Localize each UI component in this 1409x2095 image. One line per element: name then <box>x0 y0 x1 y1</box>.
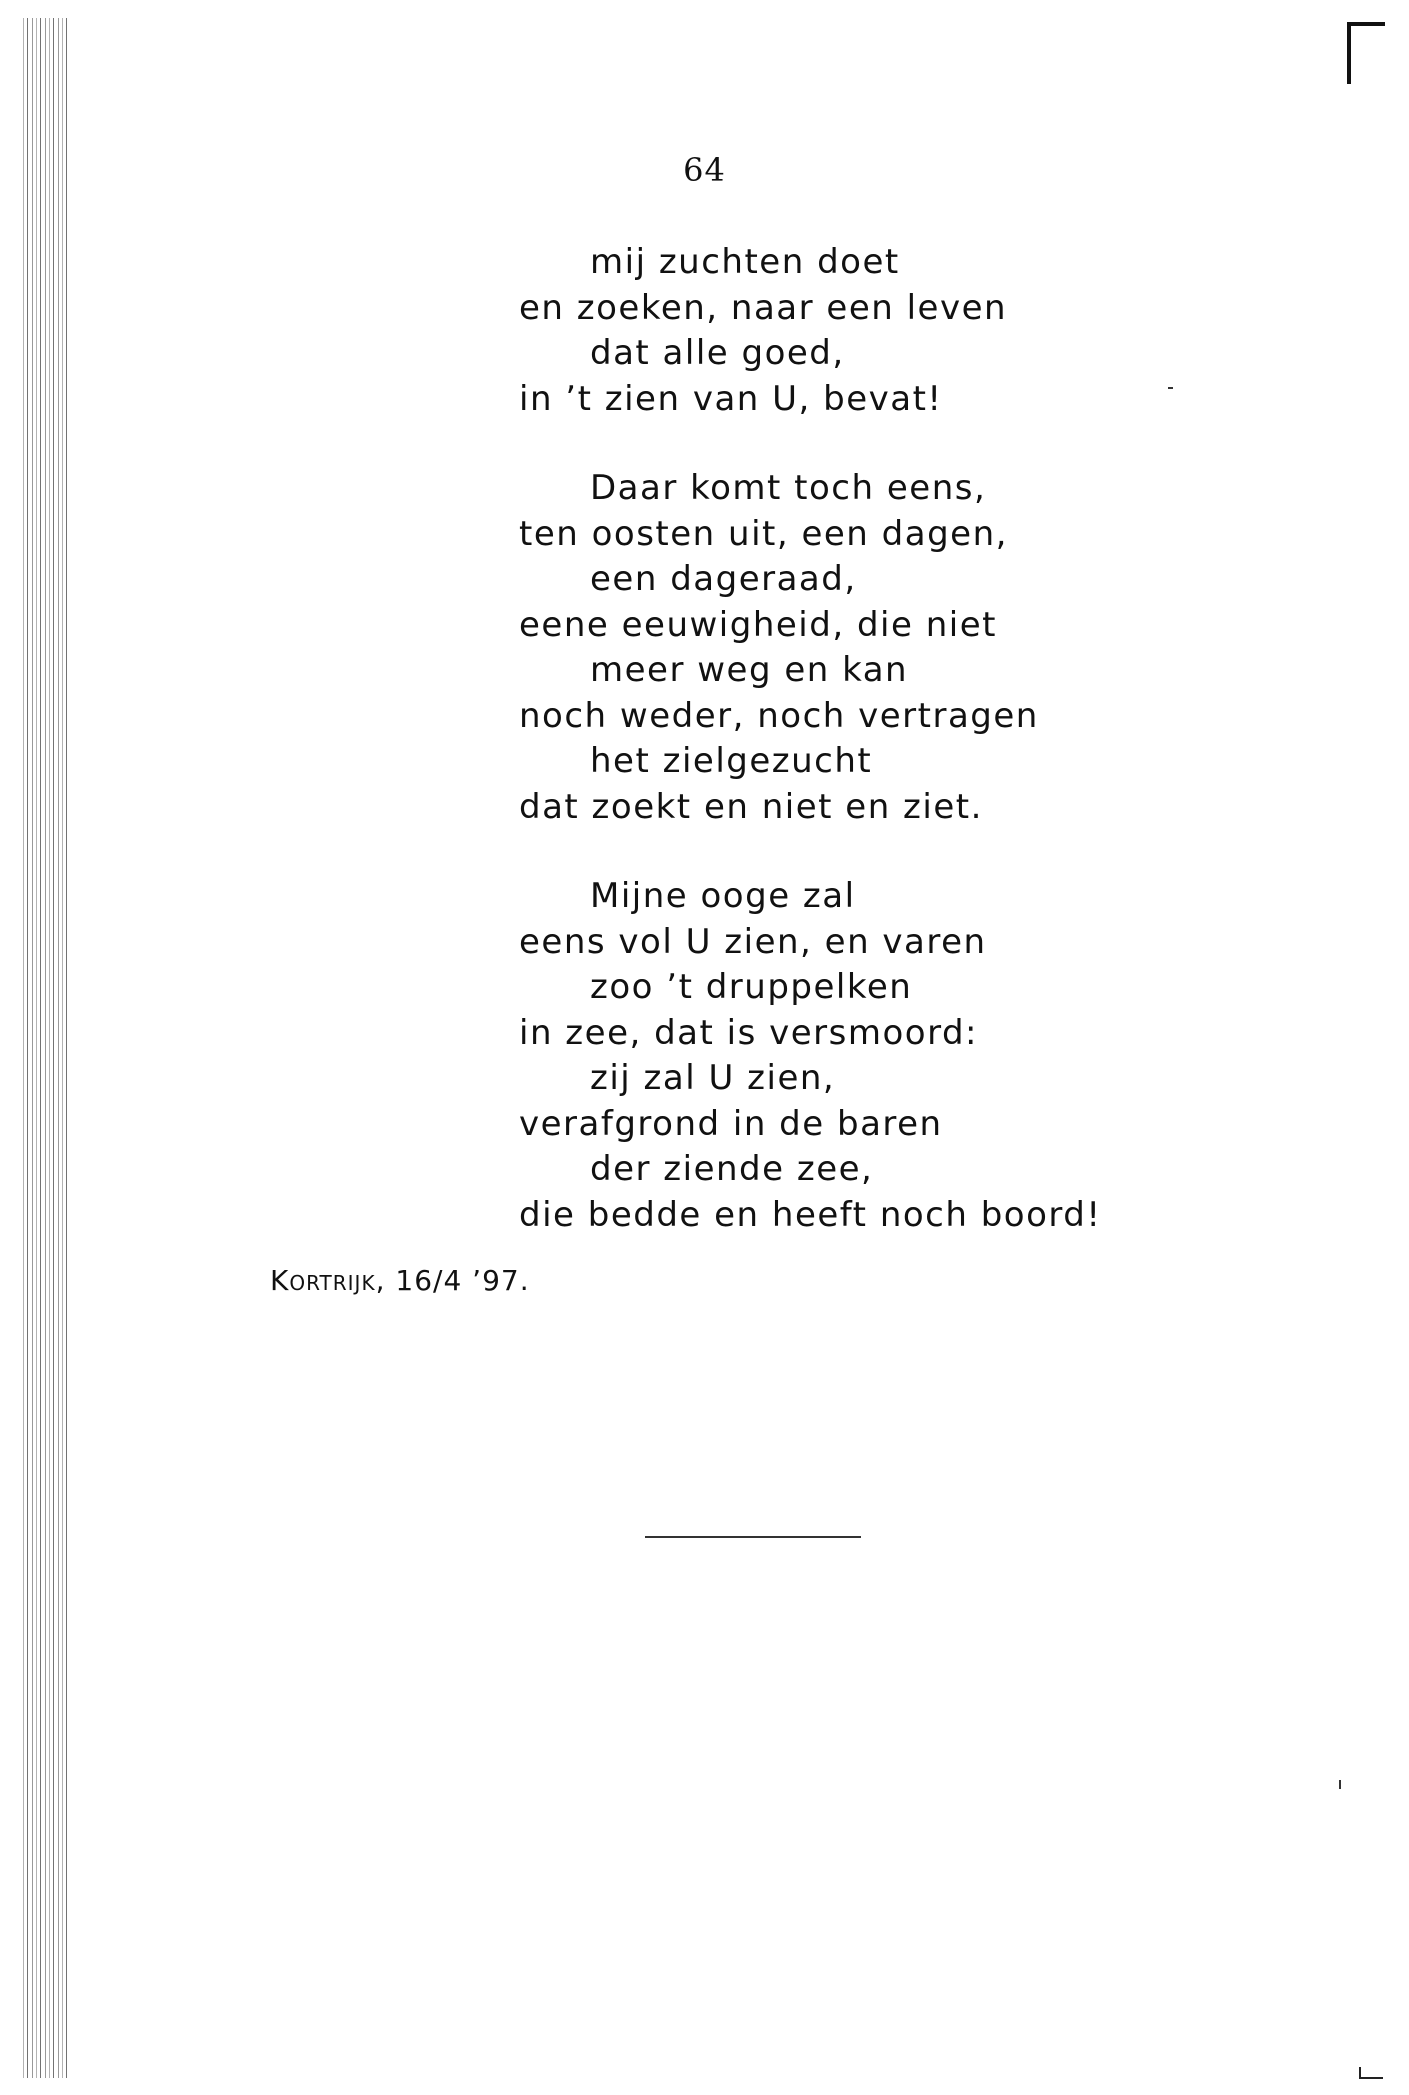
poem-line: ten oosten uit, een dagen, <box>519 513 1008 554</box>
poem-line: die bedde en heeft noch boord! <box>519 1194 1102 1235</box>
corner-mark <box>1347 22 1385 84</box>
page-number: 64 <box>683 151 726 189</box>
poem-line: meer weg en kan <box>590 650 909 690</box>
poem-line: een dageraad, <box>590 559 857 599</box>
binding-edge <box>20 18 70 2078</box>
poem-line: zoo ’t druppelken <box>590 967 913 1007</box>
poem-line: noch weder, noch vertragen <box>519 695 1039 736</box>
poem-line: en zoeken, naar een leven <box>519 287 1008 328</box>
poem-line: mij zuchten doet <box>590 242 900 282</box>
poem-line: eene eeuwigheid, die niet <box>519 604 997 645</box>
poem-line: dat zoekt en niet en ziet. <box>519 786 983 827</box>
poem-line: verafgrond in de baren <box>519 1103 943 1144</box>
scan-speck <box>1168 387 1173 389</box>
scan-speck <box>1339 1780 1341 1789</box>
end-rule <box>645 1536 861 1538</box>
poem-line: eens vol U zien, en varen <box>519 921 987 962</box>
corner-mark <box>1359 2067 1383 2079</box>
poem-line: Daar komt toch eens, <box>590 468 987 508</box>
poem <box>519 240 1102 1238</box>
poem-line: het zielgezucht <box>590 741 873 781</box>
poem-line: zij zal U zien, <box>590 1058 836 1098</box>
stanza <box>519 874 1102 1238</box>
stanza <box>519 466 1079 830</box>
signature-place: Kortrijk, <box>270 1264 386 1297</box>
signature-date: 16/4 ’97. <box>395 1264 530 1297</box>
poem-line: in zee, dat is versmoord: <box>519 1012 978 1053</box>
poem-line: dat alle goed, <box>590 333 845 373</box>
poem-line: Mijne ooge zal <box>590 876 856 916</box>
poem-line: in ’t zien van U, bevat! <box>519 378 943 419</box>
signature <box>270 1262 530 1300</box>
poem-line: der ziende zee, <box>590 1149 874 1189</box>
stanza <box>519 240 1079 422</box>
